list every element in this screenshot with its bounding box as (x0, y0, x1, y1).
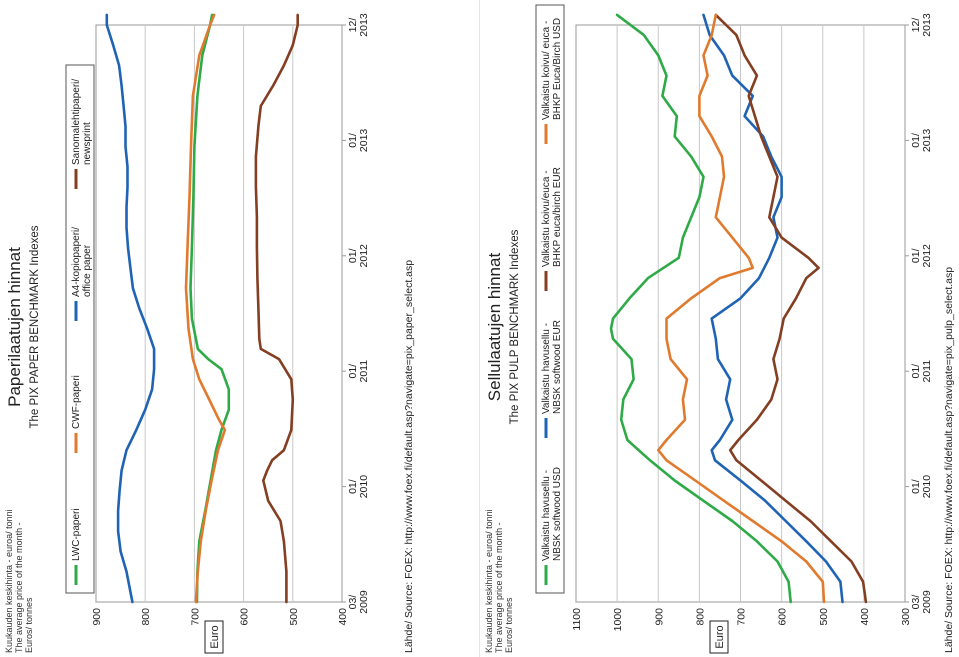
note-line: The average price of the month - (494, 522, 504, 653)
series-line (256, 15, 298, 602)
y-tick-label: 400 (858, 608, 871, 626)
series-line (191, 15, 229, 602)
x-tick-label: 03/ (347, 594, 359, 610)
legend-label: A4-kopiopaperi/ (71, 226, 82, 297)
y-axis-label: Euro (714, 625, 726, 649)
x-tick-label: 2013 (358, 13, 370, 37)
y-tick-label: 800 (694, 608, 707, 626)
y-tick-label: 700 (735, 608, 748, 626)
x-tick-label: 2012 (921, 244, 933, 268)
legend-label: Valkaistu havusellu - (541, 323, 552, 414)
paper-chart-panel (0, 0, 479, 657)
series-line (716, 15, 866, 602)
y-tick-label: 600 (776, 608, 789, 626)
pulp-chart-panel (480, 0, 959, 657)
note-line: Euros/ tonnes (504, 597, 514, 653)
legend-label: NBSK softwood EUR (552, 320, 563, 414)
x-tick-label: 2009 (921, 590, 933, 614)
y-tick-label: 500 (287, 608, 300, 626)
series-line (611, 15, 791, 602)
legend-label: LWC-paperi (71, 508, 82, 561)
legend-label: NBSK softwood USD (552, 467, 563, 561)
x-tick-label: 01/ (347, 479, 359, 494)
chart-title: Paperilaatujen hinnat (5, 247, 24, 407)
pulp-price-chart (480, 0, 959, 657)
legend-label: office paper (82, 244, 93, 297)
x-tick-label: 01/ (347, 363, 359, 379)
chart-subtitle: The PIX PAPER BENCHMARK Indexes (29, 225, 41, 429)
y-tick-label: 1100 (571, 608, 583, 631)
y-tick-label: 500 (817, 608, 830, 626)
y-tick-label: 900 (91, 608, 103, 626)
legend-label: BHKP Euca/Birch USD (552, 17, 563, 120)
x-tick-label: 2011 (358, 359, 370, 383)
y-tick-label: 1000 (612, 608, 625, 632)
x-tick-label: 2010 (921, 474, 933, 499)
legend-label: Valkaistu koivu/ euca - (541, 20, 552, 120)
x-tick-label: 2010 (358, 474, 370, 499)
y-tick-label: 900 (653, 608, 666, 626)
note-line: Euros/ tonnes (24, 597, 34, 653)
series-line (658, 15, 824, 602)
plot-area (96, 25, 342, 602)
note-line: Kuukauden keskihinta - euroa/ tonni (484, 509, 494, 653)
x-tick-label: 01/ (910, 248, 922, 264)
note-line: Kuukauden keskihinta - euroa/ tonni (4, 509, 14, 653)
x-tick-label: 2012 (358, 244, 370, 268)
legend-label: BHKP euca/birch EUR (552, 167, 563, 267)
y-tick-label: 800 (140, 608, 153, 626)
source-note: Lähde/ Source: FOEX: http://www.foex.fi/default.asp?navigate=pix_paper_select.asp (403, 259, 415, 653)
x-tick-label: 12/ (910, 17, 922, 33)
series-line (107, 15, 154, 602)
source-note: Lähde/ Source: FOEX: http://www.foex.fi/default.asp?navigate=pix_pulp_select.asp (943, 266, 955, 653)
y-tick-label: 400 (337, 608, 349, 626)
paper-price-chart (0, 0, 479, 657)
chart-title: Sellulaatujen hinnat (485, 252, 504, 402)
legend-label: Sanomalehtipaperi/ (71, 78, 82, 165)
x-tick-label: 2013 (921, 13, 933, 37)
x-tick-label: 01/ (910, 133, 922, 148)
x-tick-label: 01/ (347, 133, 359, 148)
x-tick-label: 03/ (910, 594, 922, 610)
chart-subtitle: The PIX PULP BENCHMARK Indexes (509, 229, 521, 425)
x-tick-label: 01/ (347, 248, 359, 264)
legend-label: newsprint (82, 122, 93, 165)
legend-label: Valkaistu koivu/euca - (541, 170, 552, 267)
x-tick-label: 2013 (358, 128, 370, 153)
legend-label: Valkaistu havusellu - (541, 470, 552, 561)
x-tick-label: 2013 (921, 128, 933, 153)
y-tick-label: 700 (189, 608, 202, 626)
x-tick-label: 12/ (347, 17, 359, 33)
legend-label: CWF-paperi (71, 375, 82, 429)
x-tick-label: 01/ (910, 363, 922, 379)
y-tick-label: 300 (900, 608, 912, 626)
note-line: The average price of the month - (14, 522, 24, 653)
y-axis-label: Euro (209, 625, 221, 649)
y-tick-label: 600 (238, 608, 251, 626)
x-tick-label: 01/ (910, 479, 922, 494)
x-tick-label: 2009 (358, 590, 370, 614)
x-tick-label: 2011 (921, 359, 933, 383)
